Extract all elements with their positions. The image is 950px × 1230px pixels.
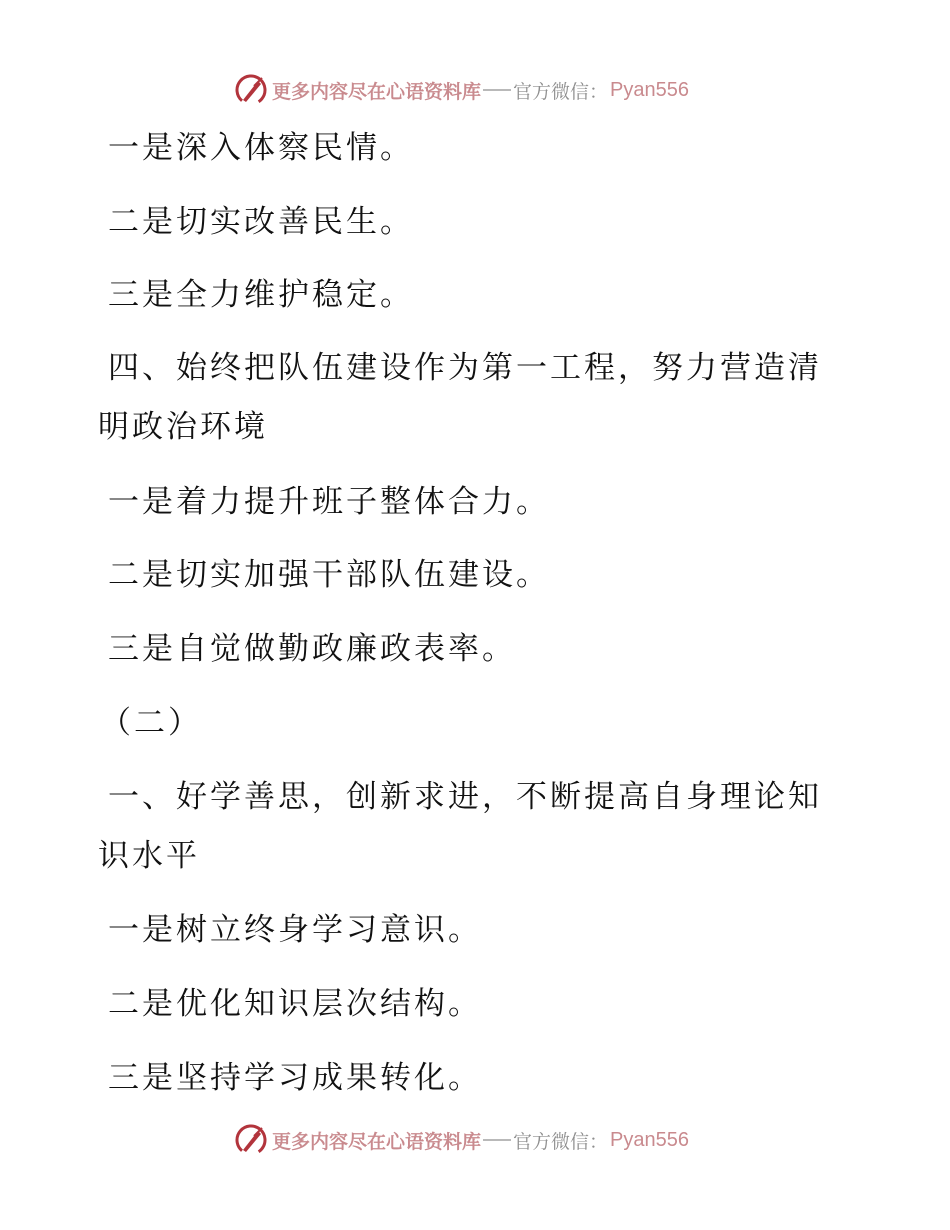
header-watermark [234,73,689,107]
watermark-title: 更多内容尽在心语资料库 [272,1130,482,1153]
text-line: 二是切实改善民生。 [108,204,414,240]
text-line: 一是深入体察民情。 [108,130,414,166]
watermark-wechat-id: Pyan556 [610,78,689,101]
text-line: 三是自觉做勤政廉政表率。 [108,631,516,667]
quill-pen-logo-icon [234,1123,268,1157]
watermark-wechat-id: Pyan556 [610,1128,689,1151]
text-line: 一是树立终身学习意识。 [108,912,482,948]
watermark-title: 更多内容尽在心语资料库 [272,80,482,103]
section-heading-line: 一、好学善思，创新求进，不断提高自身理论知 [108,779,822,815]
watermark-official-label: 官方微信： [513,80,609,103]
section-heading-line: 识水平 [98,838,200,874]
watermark-official-label: 官方微信： [513,1130,609,1153]
text-line: 一是着力提升班子整体合力。 [108,484,550,520]
text-line: 二是切实加强干部队伍建设。 [108,557,550,593]
watermark-dash [483,1139,511,1141]
section-heading-line: 四、始终把队伍建设作为第一工程，努力营造清 [108,350,822,386]
text-line: 二是优化知识层次结构。 [108,986,482,1022]
section-heading-line: 明政治环境 [98,409,268,445]
subsection-label: （二） [100,705,202,741]
text-line: 三是全力维护稳定。 [108,277,414,313]
footer-watermark [234,1123,689,1157]
text-line: 三是坚持学习成果转化。 [108,1060,482,1096]
watermark-dash [483,89,511,91]
quill-pen-logo-icon [234,73,268,107]
